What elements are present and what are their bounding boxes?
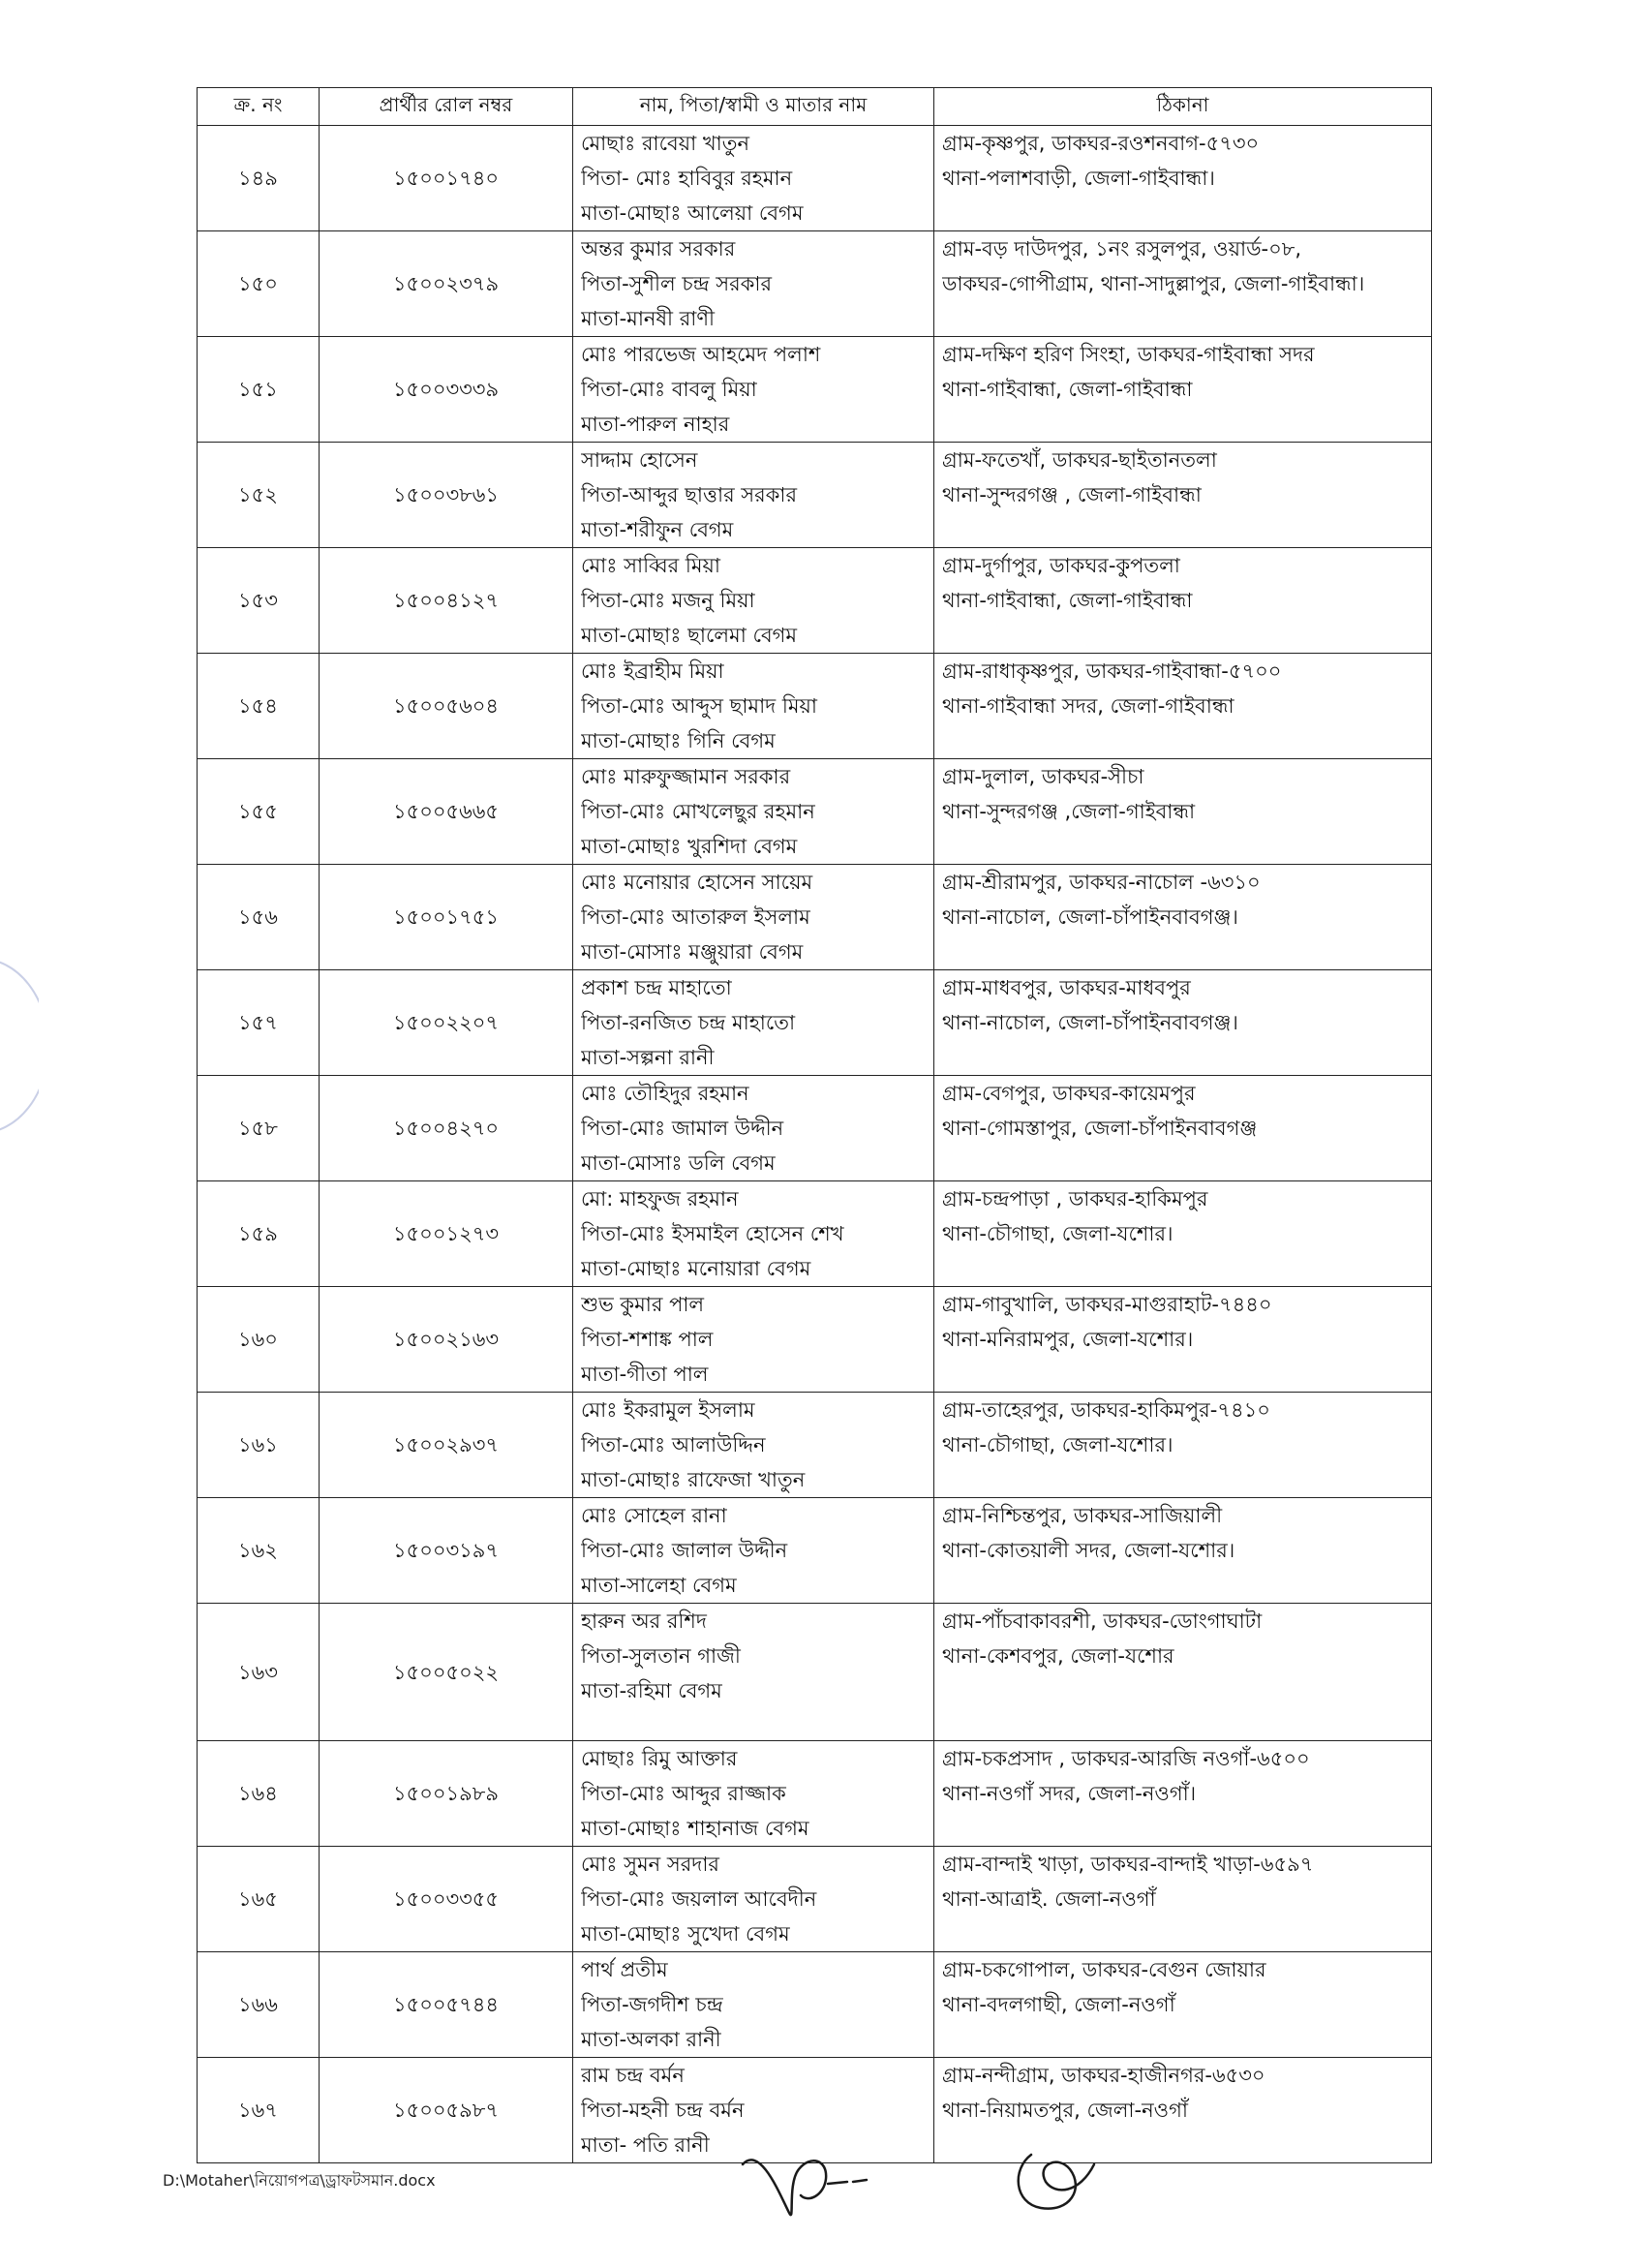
father-name: পিতা- মোঃ হাবিবুর রহমান (581, 167, 793, 190)
scan-hole-mark (0, 959, 39, 1133)
roll-cell: ১৫০০২৩৭৯ (320, 231, 573, 337)
table-row (198, 1604, 1432, 1741)
address-line-1: গ্রাম-দুলাল, ডাকঘর-সীচা (942, 765, 1144, 788)
table-row (198, 1741, 1432, 1847)
roll-cell: ১৫০০২৯৩৭ (320, 1393, 573, 1498)
table-header-row (198, 88, 1432, 126)
table-row (198, 1847, 1432, 1952)
name-cell (573, 1076, 934, 1181)
name-cell (573, 1847, 934, 1952)
address-cell (934, 337, 1432, 443)
name-cell (573, 126, 934, 231)
table-row (198, 1952, 1432, 2058)
address-cell (934, 1847, 1432, 1952)
roll-cell: ১৫০০১৭৪০ (320, 126, 573, 231)
address-line-1: গ্রাম-পাঁচবাকাবরশী, ডাকঘর-ডোংগাঘাটা (942, 1609, 1263, 1633)
mother-name: মাতা-মোছাঃ গিনি বেগম (581, 729, 776, 752)
address-line-1: গ্রাম-দক্ষিণ হরিণ সিংহা, ডাকঘর-গাইবান্ধা সদর (942, 343, 1315, 366)
father-name: পিতা-মহনী চন্দ্র বর্মন (581, 2099, 745, 2122)
address-cell (934, 443, 1432, 548)
address-line-1: গ্রাম-নিশ্চিন্তপুর, ডাকঘর-সাজিয়ালী (942, 1504, 1223, 1527)
serial-cell: ১৬৭ (198, 2058, 320, 2163)
address-line-1: গ্রাম-বড় দাউদপুর, ১নং রসুলপুর, ওয়ার্ড-০৮, (942, 237, 1302, 261)
name-cell (573, 654, 934, 759)
address-line-2: থানা-চৌগাছা, জেলা-যশোর। (942, 1433, 1174, 1456)
father-name: পিতা-মোঃ আব্দুর রাজ্জাক (581, 1782, 786, 1805)
table-row (198, 970, 1432, 1076)
address-cell (934, 1604, 1432, 1741)
address-line-1: গ্রাম-মাধবপুর, ডাকঘর-মাধবপুর (942, 976, 1191, 999)
serial-cell: ১৬৫ (198, 1847, 320, 1952)
address-line-2: থানা-নওগাঁ সদর, জেলা-নওগাঁ। (942, 1782, 1197, 1805)
name-cell (573, 1287, 934, 1393)
address-line-1: গ্রাম-রাধাকৃষ্ণপুর, ডাকঘর-গাইবান্ধা-৫৭০০ (942, 659, 1282, 683)
candidate-name: মোঃ সাব্বির মিয়া (581, 554, 721, 577)
address-line-2: থানা-নাচোল, জেলা-চাঁপাইনবাবগঞ্জ। (942, 1011, 1238, 1034)
candidate-name: পার্থ প্রতীম (581, 1958, 668, 1981)
father-name: পিতা-সুলতান গাজী (581, 1644, 741, 1668)
roll-cell: ১৫০০১৭৫১ (320, 865, 573, 970)
table-row (198, 1393, 1432, 1498)
name-cell (573, 759, 934, 865)
address-line-2: থানা-পলাশবাড়ী, জেলা-গাইবান্ধা। (942, 167, 1215, 190)
mother-name: মাতা-মোসাঃ ডলি বেগম (581, 1151, 776, 1175)
table-row (198, 1287, 1432, 1393)
mother-name: মাতা-অলকা রানী (581, 2028, 721, 2051)
name-cell (573, 548, 934, 654)
table-row (198, 231, 1432, 337)
father-name: পিতা-মোঃ বাবলু মিয়া (581, 378, 757, 401)
name-cell (573, 337, 934, 443)
header-name: নাম, পিতা/স্বামী ও মাতার নাম (573, 88, 934, 126)
address-line-2: ডাকঘর-গোপীগ্রাম, থানা-সাদুল্লাপুর, জেলা-গাইবান্ধা। (942, 272, 1365, 295)
father-name: পিতা-রনজিত চন্দ্র মাহাতো (581, 1011, 796, 1034)
address-line-1: গ্রাম-কৃষ্ণপুর, ডাকঘর-রওশনবাগ-৫৭৩০ (942, 132, 1260, 155)
address-line-1: গ্রাম-নন্দীগ্রাম, ডাকঘর-হাজীনগর-৬৫৩০ (942, 2064, 1265, 2087)
candidate-name: মোঃ তৌহিদুর রহমান (581, 1082, 749, 1105)
address-cell (934, 231, 1432, 337)
mother-name: মাতা-মোছাঃ মনোয়ারা বেগম (581, 1257, 811, 1280)
name-cell (573, 970, 934, 1076)
serial-cell: ১৬৩ (198, 1604, 320, 1741)
roll-cell: ১৫০০৪১২৭ (320, 548, 573, 654)
serial-cell: ১৫৪ (198, 654, 320, 759)
roll-cell: ১৫০০৫০২২ (320, 1604, 573, 1741)
table-body (198, 126, 1432, 2163)
address-line-2: থানা-গাইবান্ধা, জেলা-গাইবান্ধা (942, 589, 1193, 612)
candidate-name: মোঃ ইব্রাহীম মিয়া (581, 659, 724, 683)
table-row (198, 1498, 1432, 1604)
candidate-name: মোঃ পারভেজ আহমেদ পলাশ (581, 343, 821, 366)
address-line-1: গ্রাম-চকপ্রসাদ , ডাকঘর-আরজি নওগাঁ-৬৫০০ (942, 1747, 1310, 1770)
header-roll: প্রার্থীর রোল নম্বর (320, 88, 573, 126)
roll-cell: ১৫০০৪২৭০ (320, 1076, 573, 1181)
father-name: পিতা-মোঃ জামাল উদ্দীন (581, 1117, 784, 1140)
roll-cell: ১৫০০১৯৮৯ (320, 1741, 573, 1847)
father-name: পিতা-মোঃ মোখলেছুর রহমান (581, 800, 815, 823)
serial-cell: ১৫৬ (198, 865, 320, 970)
address-line-1: গ্রাম-তাহেরপুর, ডাকঘর-হাকিমপুর-৭৪১০ (942, 1398, 1270, 1422)
name-cell (573, 1741, 934, 1847)
roll-cell: ১৫০০৫৬৬৫ (320, 759, 573, 865)
address-cell (934, 548, 1432, 654)
candidate-name: হারুন অর রশিদ (581, 1609, 707, 1633)
mother-name: মাতা-মোছাঃ সুখেদা বেগম (581, 1922, 790, 1946)
candidate-name: মোঃ সুমন সরদার (581, 1853, 719, 1876)
roll-cell: ১৫০০১২৭৩ (320, 1181, 573, 1287)
candidate-name: মোঃ মারুফুজ্জামান সরকার (581, 765, 791, 788)
candidate-name: মোঃ মনোয়ার হোসেন সায়েম (581, 871, 813, 894)
serial-cell: ১৫৮ (198, 1076, 320, 1181)
address-line-2: থানা-গাইবান্ধা সদর, জেলা-গাইবান্ধা (942, 694, 1234, 718)
address-line-2: থানা-আত্রাই. জেলা-নওগাঁ (942, 1887, 1156, 1911)
candidate-name: মো: মাহফুজ রহমান (581, 1187, 739, 1211)
candidate-name: সাদ্দাম হোসেন (581, 448, 698, 472)
serial-cell: ১৫০ (198, 231, 320, 337)
address-cell (934, 865, 1432, 970)
mother-name: মাতা-সালেহা বেগম (581, 1574, 737, 1597)
address-line-2: থানা-নাচোল, জেলা-চাঁপাইনবাবগঞ্জ। (942, 905, 1238, 929)
address-line-2: থানা-কোতয়ালী সদর, জেলা-যশোর। (942, 1539, 1235, 1562)
mother-name: মাতা- পতি রানী (581, 2133, 710, 2157)
name-cell (573, 1181, 934, 1287)
roll-cell: ১৫০০৩৩৫৫ (320, 1847, 573, 1952)
header-serial: ক্র. নং (198, 88, 320, 126)
mother-name: মাতা-মোছাঃ শাহানাজ বেগম (581, 1817, 809, 1840)
address-cell (934, 1181, 1432, 1287)
father-name: পিতা-মোঃ ইসমাইল হোসেন শেখ (581, 1222, 844, 1245)
roll-cell: ১৫০০৩১৯৭ (320, 1498, 573, 1604)
name-cell (573, 1952, 934, 2058)
address-cell (934, 759, 1432, 865)
mother-name: মাতা-রহিমা বেগম (581, 1679, 722, 1702)
address-line-2: থানা-মনিরামপুর, জেলা-যশোর। (942, 1328, 1194, 1351)
name-cell (573, 231, 934, 337)
mother-name: মাতা-পারুল নাহার (581, 413, 730, 436)
address-cell (934, 970, 1432, 1076)
address-line-2: থানা-বদলগাছী, জেলা-নওগাঁ (942, 1993, 1175, 2016)
candidate-name: শুভ কুমার পাল (581, 1293, 705, 1316)
address-line-2: থানা-সুন্দরগঞ্জ , জেলা-গাইবান্ধা (942, 483, 1202, 506)
candidate-name: মোছাঃ রাবেয়া খাতুন (581, 132, 750, 155)
name-cell (573, 1604, 934, 1741)
father-name: পিতা-সুশীল চন্দ্র সরকার (581, 272, 773, 295)
address-line-1: গ্রাম-ফতেখাঁ, ডাকঘর-ছাইতানতলা (942, 448, 1217, 472)
address-cell (934, 1076, 1432, 1181)
serial-cell: ১৬৬ (198, 1952, 320, 2058)
mother-name: মাতা-মোছাঃ খুরশিদা বেগম (581, 835, 798, 858)
serial-cell: ১৪৯ (198, 126, 320, 231)
address-line-1: গ্রাম-গাবুখালি, ডাকঘর-মাগুরাহাট-৭৪৪০ (942, 1293, 1272, 1316)
roll-cell: ১৫০০২২০৭ (320, 970, 573, 1076)
table-row (198, 337, 1432, 443)
serial-cell: ১৫৩ (198, 548, 320, 654)
table-row (198, 443, 1432, 548)
mother-name: মাতা-মোছাঃ আলেয়া বেগম (581, 201, 804, 225)
signature-right (1002, 2135, 1109, 2222)
father-name: পিতা-মোঃ আব্দুস ছামাদ মিয়া (581, 694, 818, 718)
address-cell (934, 1741, 1432, 1847)
address-line-1: গ্রাম-দুর্গাপুর, ডাকঘর-কুপতলা (942, 554, 1180, 577)
father-name: পিতা-শশাঙ্ক পাল (581, 1328, 714, 1351)
address-line-1: গ্রাম-শ্রীরামপুর, ডাকঘর-নাচোল -৬৩১০ (942, 871, 1261, 894)
mother-name: মাতা-মানষী রাণী (581, 307, 716, 330)
father-name: পিতা-আব্দুর ছাত্তার সরকার (581, 483, 798, 506)
address-cell (934, 1498, 1432, 1604)
roll-cell: ১৫০০৫৬০৪ (320, 654, 573, 759)
table-row (198, 126, 1432, 231)
father-name: পিতা-মোঃ মজনু মিয়া (581, 589, 755, 612)
address-line-2: থানা-গাইবান্ধা, জেলা-গাইবান্ধা (942, 378, 1193, 401)
address-line-2: থানা-সুন্দরগঞ্জ ,জেলা-গাইবান্ধা (942, 800, 1196, 823)
mother-name: মাতা-শরীফুন বেগম (581, 518, 734, 541)
address-cell (934, 126, 1432, 231)
father-name: পিতা-জগদীশ চন্দ্র (581, 1993, 723, 2016)
address-line-2: থানা-নিয়ামতপুর, জেলা-নওগাঁ (942, 2099, 1188, 2122)
serial-cell: ১৫২ (198, 443, 320, 548)
serial-cell: ১৬০ (198, 1287, 320, 1393)
mother-name: মাতা-গীতা পাল (581, 1363, 709, 1386)
address-line-1: গ্রাম-বেগপুর, ডাকঘর-কায়েমপুর (942, 1082, 1196, 1105)
name-cell (573, 1393, 934, 1498)
table-row (198, 759, 1432, 865)
father-name: পিতা-মোঃ আতারুল ইসলাম (581, 905, 810, 929)
mother-name: মাতা-মোছাঃ ছালেমা বেগম (581, 624, 798, 647)
name-cell (573, 443, 934, 548)
file-path-footer: D:\Motaher\নিয়োগপত্র\ড্রাফটসমান.docx (163, 2171, 436, 2190)
serial-cell: ১৫১ (198, 337, 320, 443)
table-row (198, 865, 1432, 970)
candidate-name: অন্তর কুমার সরকার (581, 237, 736, 261)
address-line-1: গ্রাম-চন্দ্রপাড়া , ডাকঘর-হাকিমপুর (942, 1187, 1208, 1211)
address-line-2: থানা-কেশবপুর, জেলা-যশোর (942, 1644, 1174, 1668)
father-name: পিতা-মোঃ জয়লাল আবেদীন (581, 1887, 817, 1911)
father-name: পিতা-মোঃ জালাল উদ্দীন (581, 1539, 788, 1562)
table-row (198, 1181, 1432, 1287)
candidate-name: মোঃ ইকরামুল ইসলাম (581, 1398, 755, 1422)
candidate-name: রাম চন্দ্র বর্মন (581, 2064, 685, 2087)
candidate-table (197, 87, 1432, 2163)
table-row (198, 548, 1432, 654)
father-name: পিতা-মোঃ আলাউদ্দিন (581, 1433, 766, 1456)
address-line-1: গ্রাম-বান্দাই খাড়া, ডাকঘর-বান্দাই খাড়া-৬৫৯৭ (942, 1853, 1314, 1876)
address-cell (934, 654, 1432, 759)
candidate-name: মোঃ সোহেল রানা (581, 1504, 727, 1527)
serial-cell: ১৬৪ (198, 1741, 320, 1847)
address-cell (934, 1287, 1432, 1393)
name-cell (573, 865, 934, 970)
roll-cell: ১৫০০৩৮৬১ (320, 443, 573, 548)
roll-cell: ১৫০০২১৬৩ (320, 1287, 573, 1393)
mother-name: মাতা-মোসাঃ মঞ্জুয়ারা বেগম (581, 940, 804, 964)
roll-cell: ১৫০০৫৯৮৭ (320, 2058, 573, 2163)
candidate-name: প্রকাশ চন্দ্র মাহাতো (581, 976, 732, 999)
serial-cell: ১৬১ (198, 1393, 320, 1498)
address-cell (934, 1393, 1432, 1498)
table-row (198, 654, 1432, 759)
mother-name: মাতা-সল্পনা রানী (581, 1046, 715, 1069)
name-cell (573, 1498, 934, 1604)
roll-cell: ১৫০০৫৭৪৪ (320, 1952, 573, 2058)
roll-cell: ১৫০০৩৩৩৯ (320, 337, 573, 443)
serial-cell: ১৫৫ (198, 759, 320, 865)
serial-cell: ১৬২ (198, 1498, 320, 1604)
table-row (198, 1076, 1432, 1181)
address-line-2: থানা-চৌগাছা, জেলা-যশোর। (942, 1222, 1174, 1245)
serial-cell: ১৫৭ (198, 970, 320, 1076)
address-line-2: থানা-গোমস্তাপুর, জেলা-চাঁপাইনবাবগঞ্জ (942, 1117, 1258, 1140)
header-address: ঠিকানা (934, 88, 1432, 126)
signature-left (731, 2126, 876, 2232)
address-cell (934, 1952, 1432, 2058)
candidate-name: মোছাঃ রিমু আক্তার (581, 1747, 738, 1770)
serial-cell: ১৫৯ (198, 1181, 320, 1287)
address-line-1: গ্রাম-চকগোপাল, ডাকঘর-বেগুন জোয়ার (942, 1958, 1266, 1981)
mother-name: মাতা-মোছাঃ রাফেজা খাতুন (581, 1468, 806, 1491)
